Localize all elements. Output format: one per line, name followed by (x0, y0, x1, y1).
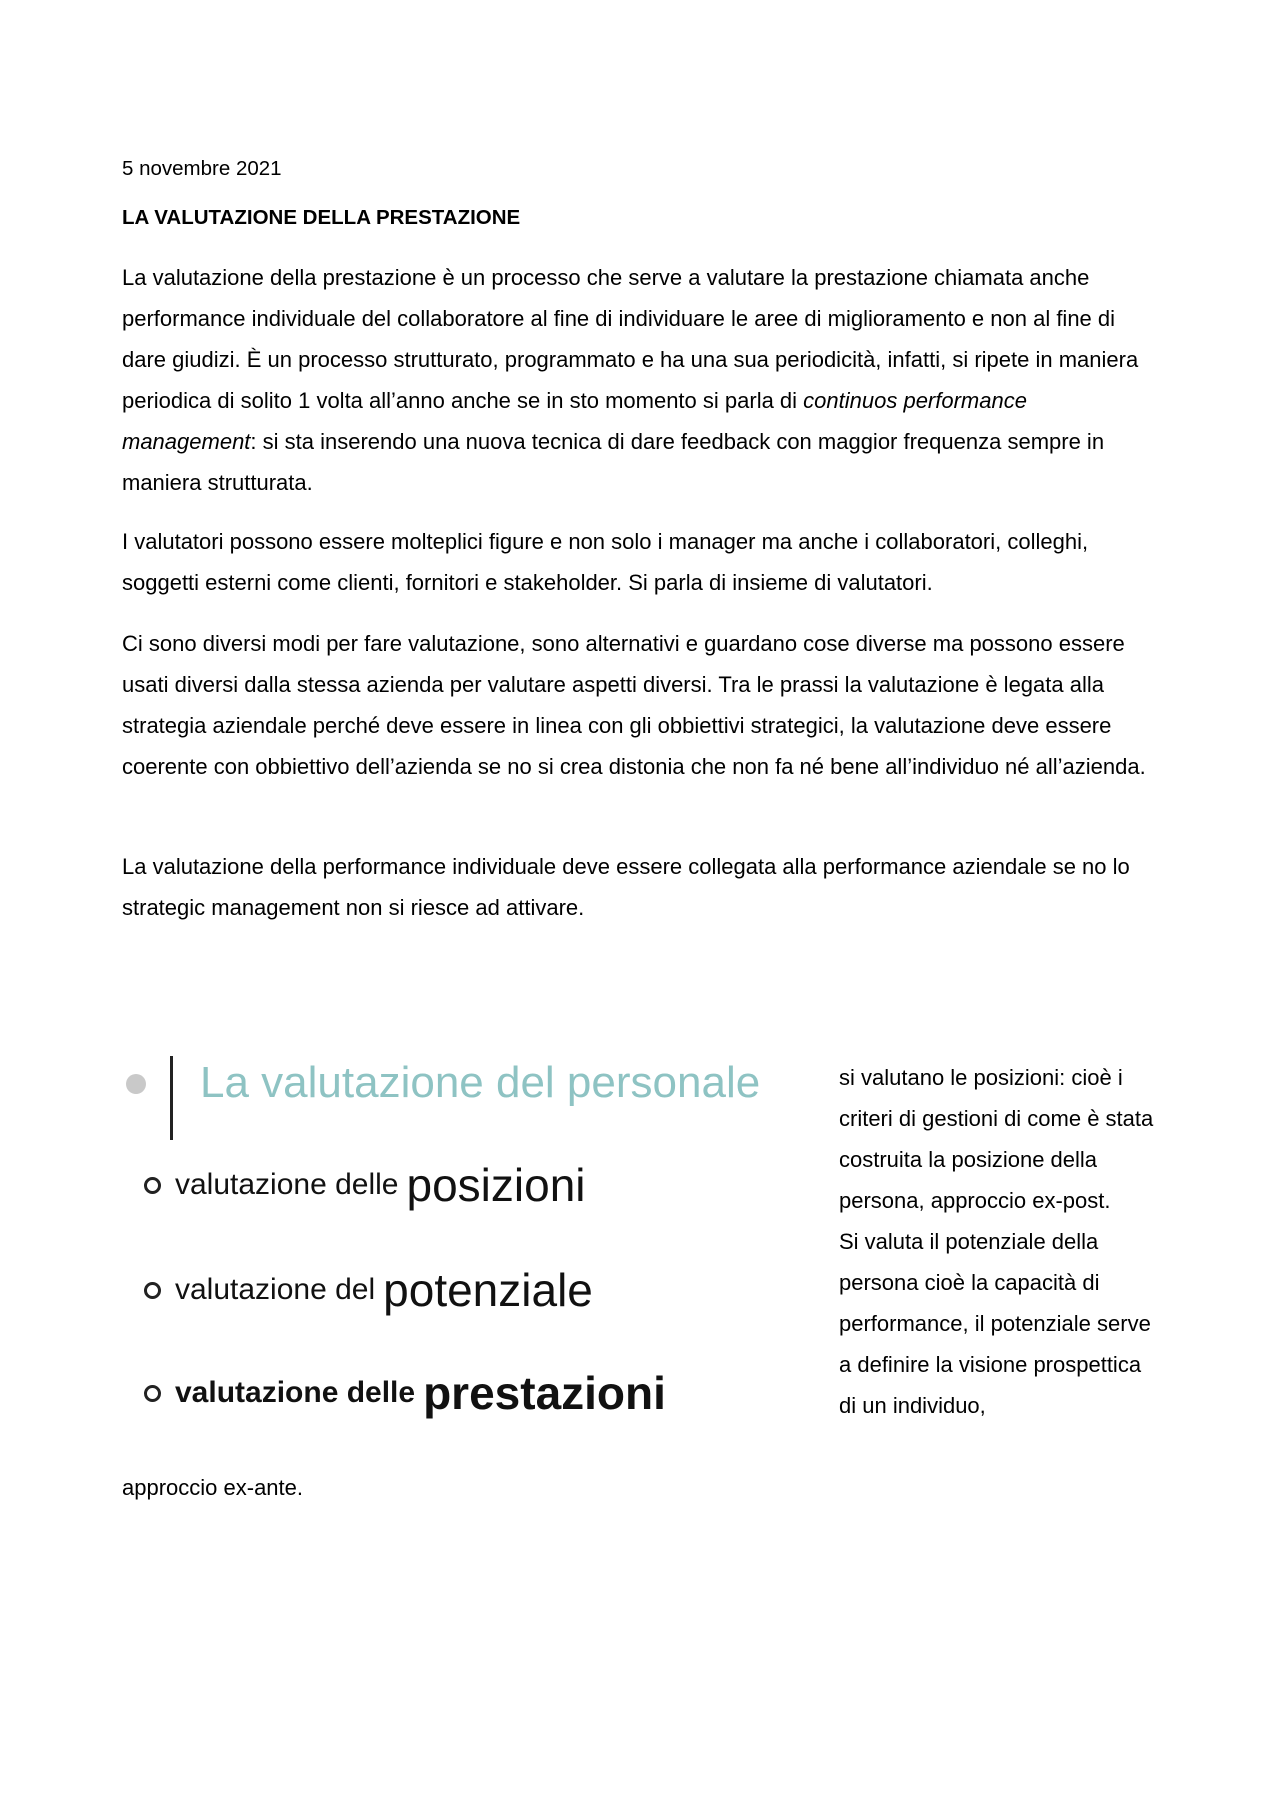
paragraph-intro-text-b: : si sta inserendo una nuova tecnica di dare feedback con maggior frequenza sempre in maniera strutturata. (122, 429, 1105, 495)
circle-bullet-icon (144, 1177, 161, 1194)
side-description (839, 1057, 1164, 1426)
slide-heading: La valutazione del personale (200, 1058, 761, 1107)
document-date: 5 novembre 2021 (122, 157, 282, 180)
slide-image (122, 1048, 812, 1448)
slide-bullet-icon (126, 1074, 146, 1094)
circle-bullet-icon (144, 1282, 161, 1299)
slide-divider (170, 1056, 173, 1140)
side-description-potential: Si valuta il potenziale della persona cioè la capacità di performance, il potenziale serve a definire la visione prospettica di un individuo, (839, 1229, 1151, 1418)
side-description-tail: approccio ex-ante. (122, 1475, 303, 1500)
slide-item-prefix: valutazione del (175, 1273, 376, 1306)
paragraph-intro-text-a: La valutazione della prestazione è un processo che serve a valutare la prestazione chiamata anche performance individuale del collaboratore al fine di individuare le aree di miglioramento e non al fine di dare giudizi. È un processo strutturato, programmato e ha una sua periodicità, infatti, si ripete in maniera periodica di solito 1 volta all’anno anche se in sto momento si parla di (122, 265, 1139, 413)
paragraph-intro-emphasis: continuos performance management (122, 388, 1027, 454)
slide-item-keyword: potenziale (383, 1264, 593, 1316)
slide-item-prefix: valutazione delle (175, 1376, 416, 1409)
paragraph-strategy-link: La valutazione della performance individuale deve essere collegata alla performance aziendale se no lo strategic management non si riesce ad attivare. (122, 854, 1130, 920)
side-description-positions: si valutano le posizioni: cioè i criteri di gestioni di come è stata costruita la posizione della persona, approccio ex-post. (839, 1065, 1154, 1213)
paragraph-intro (122, 257, 1162, 503)
circle-bullet-icon (144, 1385, 161, 1402)
slide-item-performance (144, 1366, 666, 1420)
paragraph-evaluators: I valutatori possono essere molteplici figure e non solo i manager ma anche i collaboratori, colleghi, soggetti esterni come clienti, fornitori e stakeholder. Si parla di insieme di valutatori. (122, 529, 1089, 595)
slide-item-keyword: posizioni (406, 1159, 586, 1211)
paragraph-methods: Ci sono diversi modi per fare valutazione, sono alternativi e guardano cose diverse ma possono essere usati diversi dalla stessa azienda per valutare aspetti diversi. Tra le prassi la valutazione è legata alla strategia aziendale perché deve essere in linea con gli obbiettivi strategici, la valutazione deve essere coerente con obbiettivo dell’azienda se no si crea distonia che non fa né bene all’individuo né all’azienda. (122, 631, 1146, 779)
slide-item-keyword: prestazioni (423, 1367, 666, 1419)
slide-item-prefix: valutazione delle (175, 1168, 399, 1201)
slide-item-potential (144, 1263, 593, 1317)
slide-item-positions (144, 1158, 586, 1212)
document-title: LA VALUTAZIONE DELLA PRESTAZIONE (122, 206, 521, 229)
